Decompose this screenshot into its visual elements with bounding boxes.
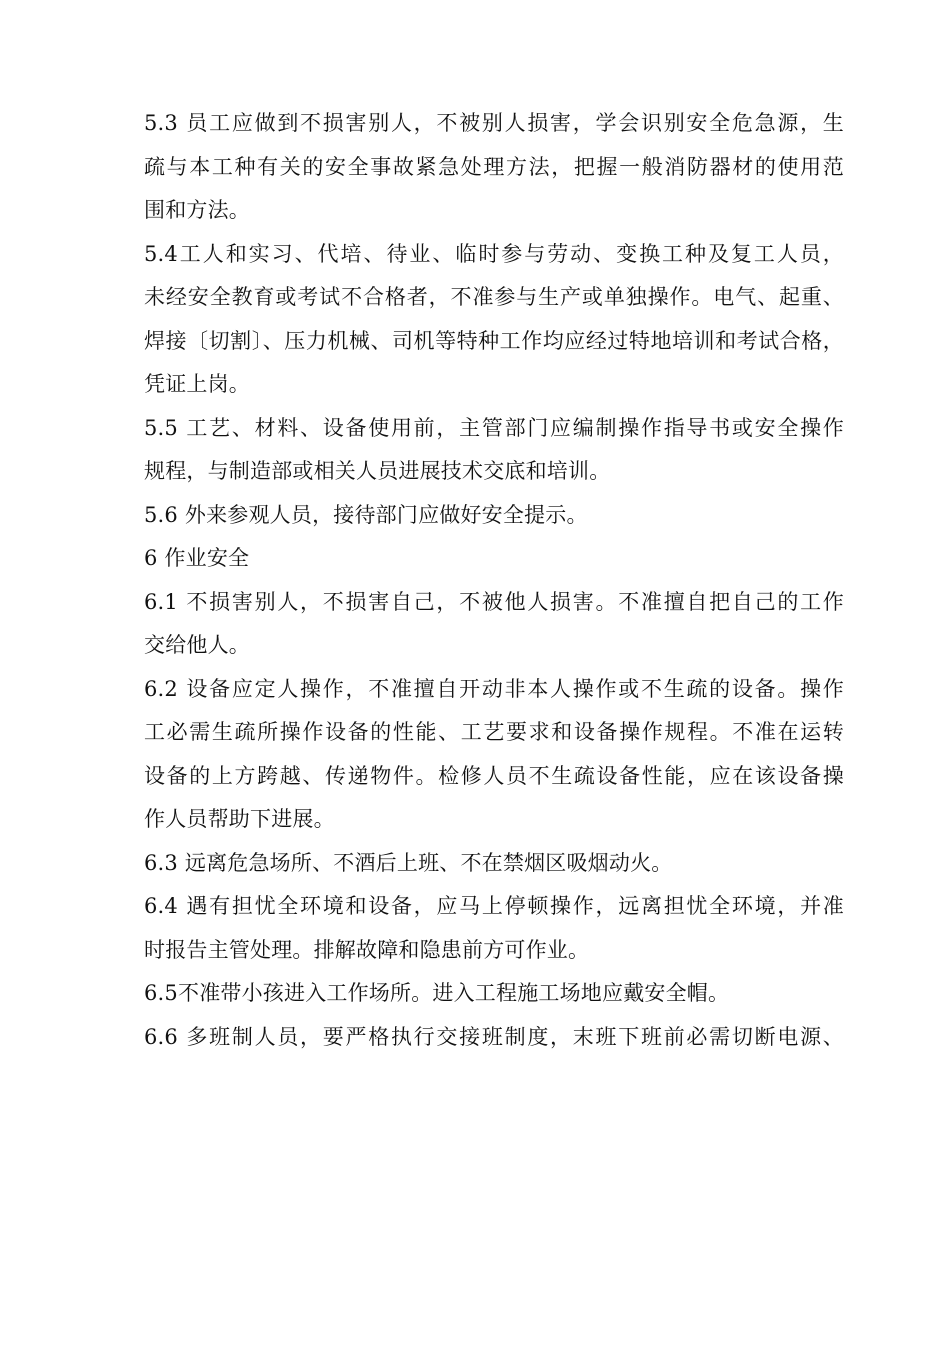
text-line: 5.4工人和实习、代培、待业、临时参与劳动、变换工种及复工人员，	[144, 241, 844, 266]
text-line: 规程，与制造部或相关人员进展技术交底和培训。	[144, 459, 611, 483]
text-line: 6.1 不损害别人，不损害自己，不被他人损害。不准擅自把自己的工作	[144, 589, 844, 614]
text-line: 5.5 工艺、材料、设备使用前，主管部门应编制操作指导书或安全操作	[144, 415, 844, 440]
text-line: 作人员帮助下进展。	[144, 807, 335, 831]
text-line: 凭证上岗。	[144, 372, 250, 396]
text-line: 未经安全教育或考试不合格者，不准参与生产或单独操作。电气、起重、	[144, 285, 844, 309]
text-line: 6.6 多班制人员，要严格执行交接班制度，末班下班前必需切断电源、	[144, 1024, 844, 1049]
text-line: 6.3 远离危急场所、不酒后上班、不在禁烟区吸烟动火。	[144, 850, 673, 875]
document-body	[144, 102, 844, 1059]
section-heading: 6 作业安全	[144, 546, 250, 570]
text-line: 焊接〔切割〕、压力机械、司机等特种工作均应经过特地培训和考试合格，	[144, 328, 844, 353]
text-line: 工必需生疏所操作设备的性能、工艺要求和设备操作规程。不准在运转	[144, 720, 844, 744]
text-line: 6.4 遇有担忧全环境和设备，应马上停顿操作，远离担忧全环境，并准	[144, 894, 844, 918]
text-line: 设备的上方跨越、传递物件。检修人员不生疏设备性能，应在该设备操	[144, 763, 844, 788]
text-line: 疏与本工种有关的安全事故紧急处理方法，把握一般消防器材的使用范	[144, 154, 844, 179]
text-line: 时报告主管处理。排解故障和隐患前方可作业。	[144, 937, 590, 962]
text-line: 5.3 员工应做到不损害别人，不被别人损害，学会识别安全危急源，生	[144, 111, 844, 135]
text-line: 交给他人。	[144, 633, 250, 657]
text-line: 6.5不准带小孩进入工作场所。进入工程施工场地应戴安全帽。	[144, 981, 730, 1005]
text-line: 5.6 外来参观人员，接待部门应做好安全提示。	[144, 502, 588, 527]
text-line: 围和方法。	[144, 198, 250, 222]
text-line: 6.2 设备应定人操作，不准擅自开动非本人操作或不生疏的设备。操作	[144, 676, 844, 701]
